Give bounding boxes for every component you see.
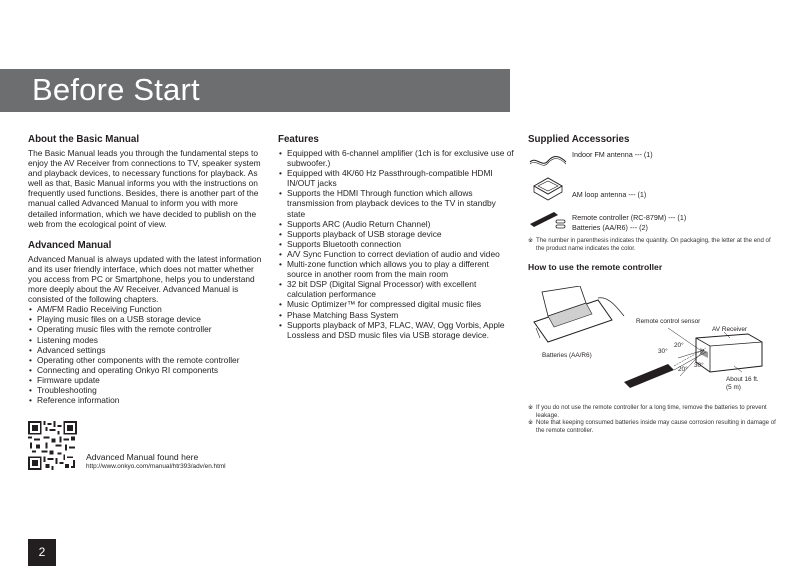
accessories-note xyxy=(528,237,776,252)
page-title: Before Start xyxy=(32,72,200,107)
accessory-remote xyxy=(528,204,776,234)
remote-label: Remote controller (RC-879M) --- (1) xyxy=(572,213,687,222)
remote-usage-figure xyxy=(528,286,776,402)
fm-antenna-icon xyxy=(528,148,568,172)
accessory-fm-antenna xyxy=(528,148,776,174)
qr-code-icon[interactable] xyxy=(28,421,77,470)
remote-notes xyxy=(528,404,776,434)
accessories-heading: Supplied Accessories xyxy=(528,134,630,145)
advanced-manual-link xyxy=(86,452,226,471)
remote-use-heading: How to use the remote controller xyxy=(528,262,663,273)
list-item: • Reference information xyxy=(28,395,264,405)
list-item: • Equipped with 4K/60 Hz Passthrough-compatible HDMI IN/OUT jacks xyxy=(278,168,514,188)
manual-url-link[interactable]: http://www.onkyo.com/manual/htr393/adv/en.html xyxy=(86,463,226,470)
advanced-manual-heading: Advanced Manual xyxy=(28,239,112,251)
column-features xyxy=(278,134,514,340)
page-number: 2 xyxy=(38,545,46,559)
note-mark: ※ xyxy=(528,419,534,427)
accessory-am-antenna xyxy=(528,174,776,204)
list-item: • Operating other components with the remote controller xyxy=(28,355,264,365)
list-item: • Listening modes xyxy=(28,335,264,345)
list-item: • Troubleshooting xyxy=(28,385,264,395)
list-item: • AM/FM Radio Receiving Function xyxy=(28,304,264,314)
column-accessories xyxy=(528,134,776,274)
remote-sensor-label: Remote control sensor xyxy=(636,318,701,325)
list-item: • Equipped with 6-channel amplifier (1ch is for exclusive use of subwoofer.) xyxy=(278,148,514,168)
list-item: • Advanced settings xyxy=(28,345,264,355)
remote-note xyxy=(528,404,776,419)
list-item: • 32 bit DSP (Digital Signal Processor) with excellent calculation performance xyxy=(278,279,514,299)
fm-antenna-label: Indoor FM antenna --- (1) xyxy=(572,150,653,159)
distance-m: (5 m) xyxy=(726,383,741,391)
am-antenna-label: AM loop antenna --- (1) xyxy=(572,190,647,199)
list-item: • Firmware update xyxy=(28,375,264,385)
page-number-badge xyxy=(28,539,56,566)
batteries-label: Batteries (AA/R6) --- (2) xyxy=(572,222,648,232)
list-item: • Connecting and operating Onkyo RI components xyxy=(28,365,264,375)
list-item: • Supports the HDMI Through function which allows transmission from playback devices to the TV in standby state xyxy=(278,188,514,218)
list-item: • Operating music files with the remote controller xyxy=(28,324,264,334)
advanced-manual-body: Advanced Manual is always updated with the latest information and its user friendly interface, which does not matter whether you access from PC or Smartphone, helps you to understand more deeply about the AV Receiver. Advanced Manual is consisted of the following chapters. xyxy=(28,253,262,305)
list-item: • A/V Sync Function to correct deviation of audio and video xyxy=(278,249,514,259)
chapter-list xyxy=(28,304,264,405)
basic-manual-heading: About the Basic Manual xyxy=(28,134,140,145)
remote-note-text: Note that keeping consumed batteries inside may cause corrosion resulting in damage of the remote controller. xyxy=(536,419,776,434)
av-receiver-label: AV Receiver xyxy=(712,326,748,333)
distance-ft: About 16 ft. xyxy=(726,376,759,383)
remote-note-text: If you do not use the remote controller for a long time, remove the batteries to prevent leakage. xyxy=(536,404,767,419)
title-banner xyxy=(0,69,510,112)
note-mark: ※ xyxy=(528,237,534,244)
list-item: • Multi-zone function which allows you to play a different source in another room from the main room xyxy=(278,259,514,279)
distance-label xyxy=(726,376,759,391)
am-loop-antenna-icon xyxy=(528,174,568,202)
basic-manual-body: The Basic Manual leads you through the fundamental steps to enjoy the AV Receiver from connections to TV, speaker system and playback devices, to necessary functions for playback. As well as that, Basic Manual informs you with the instructions on frequently used functions. Besides, there is another part of the manual called Advanced Manual to inform you with more detailed information, which we have decided to publish on the web from the ecological point of view. xyxy=(28,148,261,229)
features-heading: Features xyxy=(278,134,319,145)
list-item: • Music Optimizer™ for compressed digital music files xyxy=(278,299,514,309)
angle-label: 20° xyxy=(674,342,684,349)
list-item: • Phase Matching Bass System xyxy=(278,310,514,320)
found-here-label: Advanced Manual found here xyxy=(86,452,199,462)
remote-label-block xyxy=(572,213,686,232)
note-mark: ※ xyxy=(528,404,534,411)
angle-label: 20° xyxy=(678,366,688,373)
batteries-figure-label: Batteries (AA/R6) xyxy=(542,352,592,359)
angle-label: 30° xyxy=(694,362,704,369)
angle-label: 30° xyxy=(658,348,668,355)
list-item: • Supports ARC (Audio Return Channel) xyxy=(278,219,514,229)
list-item: • Supports Bluetooth connection xyxy=(278,239,514,249)
remote-note xyxy=(528,419,776,434)
list-item: • Playing music files on a USB storage device xyxy=(28,314,264,324)
list-item: • Supports playback of USB storage device xyxy=(278,229,514,239)
advanced-manual-section xyxy=(28,240,264,405)
list-item: • Supports playback of MP3, FLAC, WAV, Ogg Vorbis, Apple Lossless and DSD music files via USB storage device. xyxy=(278,320,514,340)
remote-controller-icon xyxy=(528,204,568,232)
column-basic-manual xyxy=(28,134,264,405)
accessories-note-text: The number in parenthesis indicates the quantity. On packaging, the letter at the end of the product name indicates the color. xyxy=(536,237,771,252)
features-list xyxy=(278,148,514,340)
